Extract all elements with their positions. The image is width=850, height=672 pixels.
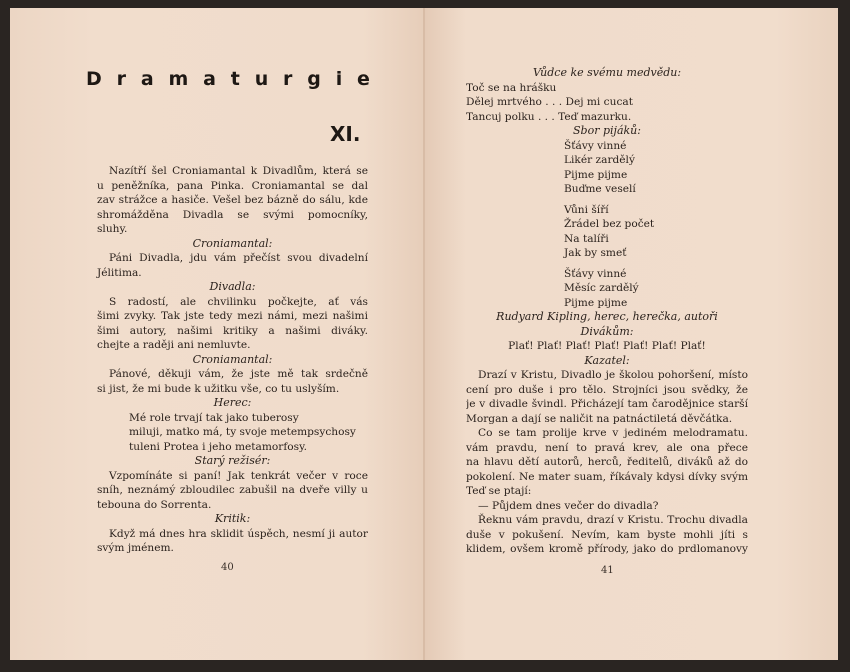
title-letter: D	[86, 68, 102, 90]
title-letter: r	[283, 68, 293, 90]
text-line: Páni Divadla, jdu vám přečíst svou divadelní	[109, 252, 368, 264]
title-letter: m	[168, 68, 189, 90]
title-letter: g	[307, 68, 321, 90]
speaker-heading: Croniamantal:	[192, 236, 273, 250]
title-letter: e	[357, 68, 370, 90]
verse-line: tuleni Protea i jeho metamorfosy.	[129, 440, 308, 453]
verse-line: Pijme pijme	[564, 168, 628, 181]
right-page-text	[466, 66, 748, 557]
speaker-heading: Starý režisér:	[194, 454, 271, 467]
text-line: šimi zvyky. Tak jste tedy mezi námi, mezi našimi	[97, 310, 368, 322]
verse-line: Likér zardělý	[564, 154, 635, 166]
chapter-number: XI.	[330, 122, 361, 146]
text-line: Tancuj polku . . . Teď mazurku.	[466, 110, 632, 123]
title-letter: i	[335, 68, 343, 90]
text-line: Drazí v Kristu, Divadlo je školou pohoršení, místo	[478, 369, 748, 381]
text-line: Toč se na hrášku	[466, 81, 557, 94]
speaker-heading: Divákům:	[580, 324, 634, 338]
text-line: Teď se ptají:	[466, 485, 532, 497]
text-line: shromážděna Divadla se svými pomocníky,	[97, 208, 368, 221]
text-line: zav strážce a hasiče. Vešel bez bázně do sálu, kde	[97, 194, 368, 206]
verse-line: Šťávy vinné	[564, 139, 627, 152]
text-line: Pánové, děkuji vám, že jste mě tak srdečně	[109, 368, 368, 380]
speaker-heading: Sbor pijáků:	[573, 124, 641, 137]
text-line: Co se tam prolije krve v jediném melodramatu.	[478, 427, 748, 439]
text-line: si jist, že mi bude k užitku vše, co tu uslyším.	[97, 382, 340, 395]
chapter-title	[86, 68, 370, 90]
text-line: chejte a raději ani nemluvte.	[97, 339, 251, 351]
page-number: 40	[221, 562, 234, 573]
text-line: tebouna do Sorrenta.	[97, 498, 212, 511]
text-line: Dělej mrtvého . . . Dej mi cucat	[466, 96, 633, 108]
title-letter: a	[203, 68, 216, 90]
text-line: Plať! Plať! Plať! Plať! Plať! Plať! Plať!	[508, 340, 706, 352]
text-line: Řeknu vám pravdu, drazí v Kristu. Trochu divadla	[478, 514, 748, 526]
text-line: u peněžníka, pana Pinka. Croniamantal se dal	[97, 179, 368, 192]
text-line: je v divadle švindl. Přicházejí tam čarodějnice starší	[466, 398, 748, 410]
text-line: Morgan a dají se naličit na patnáctiletá děvčátka.	[466, 412, 733, 425]
verse-line: Vůni šíří	[564, 203, 609, 216]
text-line: Když má dnes hra sklidit úspěch, nesmí ji autor	[109, 527, 368, 540]
text-line: klidem, ovšem kromě přírody, jako do prdlomanovy	[466, 543, 748, 555]
text-line: — Půjdem dnes večer do divadla?	[478, 499, 659, 512]
text-line: sníh, neznámý zbloudilec zabušil na dveře villy u	[97, 484, 368, 496]
title-letter: a	[140, 68, 154, 90]
left-page	[10, 8, 425, 660]
verse-line: Jak by smeť	[564, 247, 627, 259]
text-line: vám pravdu, není to pravá krev, ale ona přece	[466, 441, 748, 454]
text-line: Nazítří šel Croniamantal k Divadlům, která se	[109, 165, 368, 177]
page-number: 41	[601, 565, 614, 576]
title-letter: u	[254, 68, 269, 90]
text-line: svým jménem.	[97, 542, 174, 554]
verse-line: Mé role trvají tak jako tuberosy	[129, 411, 299, 424]
speaker-heading: Kritik:	[214, 512, 251, 525]
text-line: šimi autory, našimi kritiky a našimi diváky.	[97, 324, 368, 337]
speaker-heading: Herec:	[213, 396, 252, 409]
text-line: Jélitima.	[97, 266, 142, 279]
right-page	[425, 8, 838, 660]
speaker-heading: Kazatel:	[584, 353, 630, 367]
verse-line: Buďme veselí	[564, 183, 636, 195]
title-letter: t	[230, 68, 240, 90]
text-line: na hlavu dětí autorů, herců, ředitelů, diváků až do	[466, 456, 748, 468]
speaker-heading: Croniamantal:	[192, 352, 273, 366]
speaker-heading: Rudyard Kipling, herec, herečka, autoři	[496, 310, 718, 323]
text-line: Vzpomínáte si paní! Jak tenkrát večer v roce	[109, 469, 368, 482]
verse-line: Na talíři	[564, 232, 609, 245]
text-line: cení pro duše i pro tělo. Strojníci jsou svědky, že	[466, 383, 748, 396]
speaker-heading: Divadla:	[209, 280, 256, 293]
verse-line: miluji, matko má, ty svoje metempsychosy	[129, 426, 356, 438]
text-line: S radostí, ale chvilinku počkejte, ať vás	[109, 295, 368, 308]
title-letter: r	[116, 68, 126, 90]
verse-line: Pijme pijme	[564, 296, 628, 309]
text-line: sluhy.	[97, 223, 128, 235]
verse-line: Měsíc zardělý	[564, 282, 639, 294]
text-line: pokolení. Ne mater suam, říkávaly kdysi dívky svým	[466, 470, 748, 483]
verse-line: Šťávy vinné	[564, 267, 627, 280]
speaker-heading: Vůdce ke svému medvědu:	[532, 66, 682, 79]
text-line: duše v pokušení. Nevím, kam byste mohli jíti s	[466, 528, 748, 541]
verse-line: Žrádel bez počet	[564, 218, 655, 230]
left-page-text	[97, 164, 368, 556]
